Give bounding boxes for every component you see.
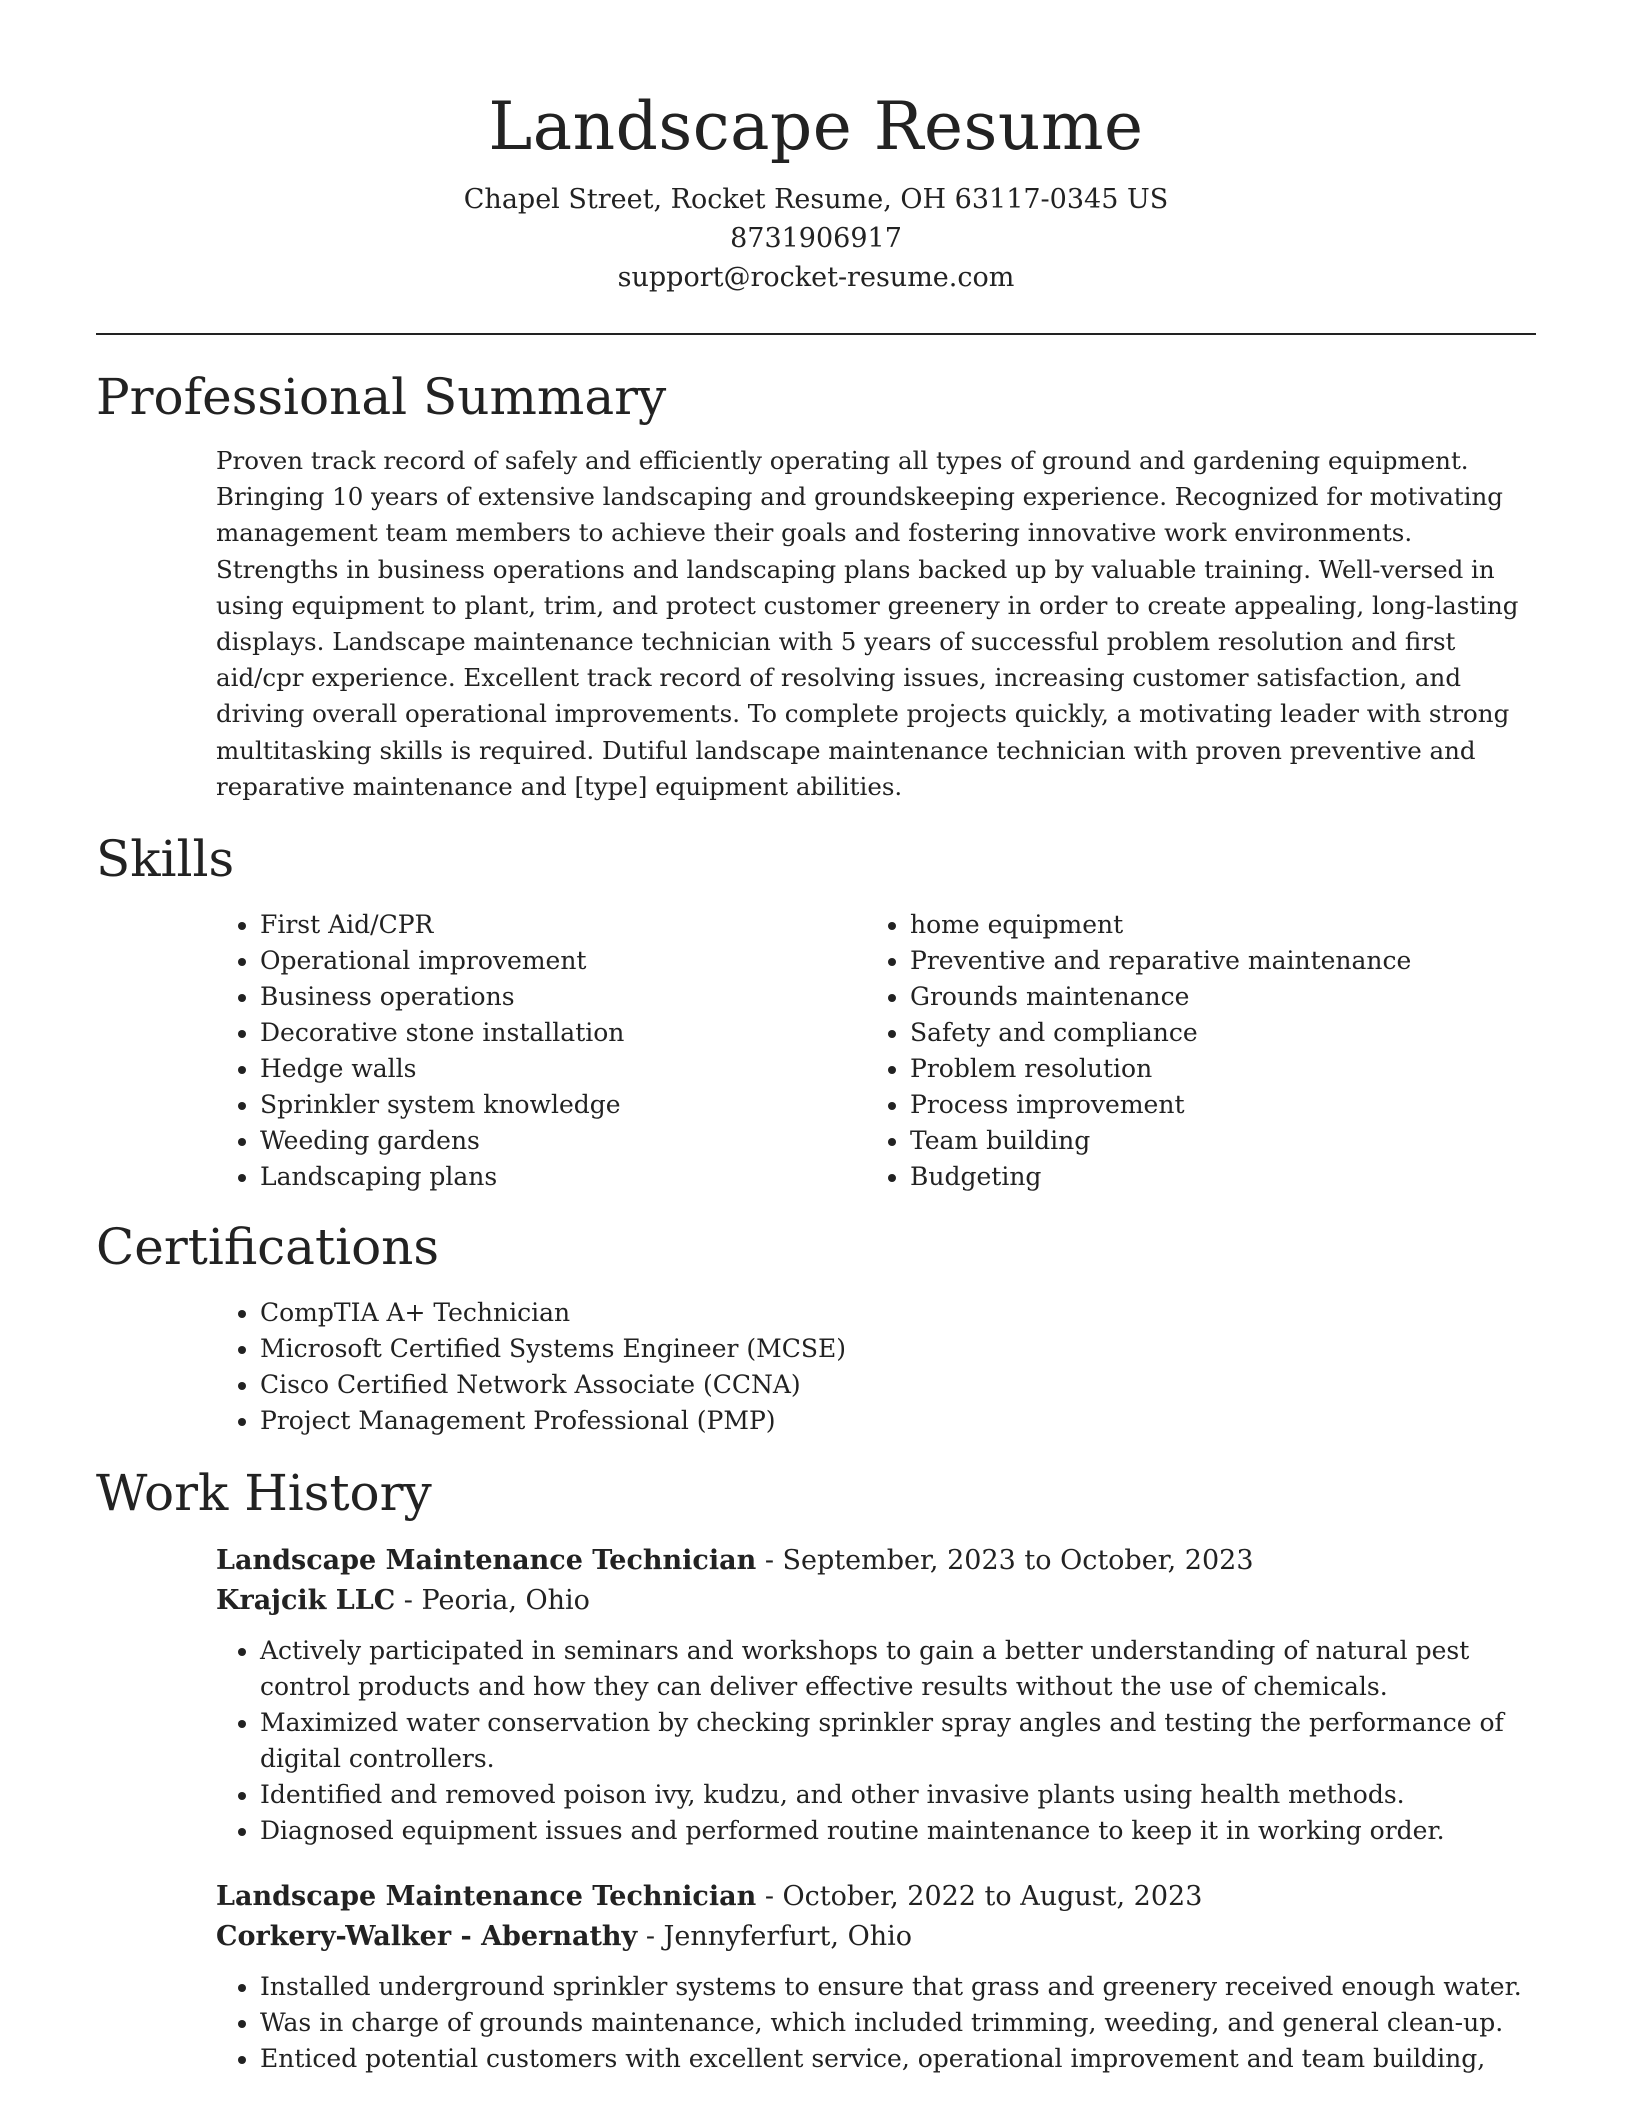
summary-text: Proven track record of safely and efficiently operating all types of ground and gardening equipment. Bringing 10 years of extensive landscaping and groundskeeping experience. Recognized for motivating management team members to achieve their goals and fostering innovative work environments. Strengths in business operations and landscaping plans backed up by valuable training. Well-versed in using equipment to plant, trim, and protect customer greenery in order to create appealing, long-lasting displays. Landscape maintenance technician with 5 years of successful problem resolution and first aid/cpr experience. Excellent track record of resolving issues, increasing customer satisfaction, and driving overall operational improvements. To complete projects quickly, a motivating leader with strong multitasking skills is required. Dutiful landscape maintenance technician with proven preventive and reparative maintenance and [type] equipment abilities. <box>216 446 1519 801</box>
contact-email: support@rocket-resume.com <box>617 262 1015 293</box>
job-company-line <box>216 1917 1536 1957</box>
skill-item: • Team building <box>910 1123 1510 1159</box>
skill-item: • Budgeting <box>910 1159 1510 1195</box>
certification-item: • CompTIA A+ Technician <box>260 1295 1536 1331</box>
skill-item: • Process improvement <box>910 1087 1510 1123</box>
job-entry <box>216 1877 1536 2077</box>
certification-item: • Project Management Professional (PMP) <box>260 1403 1536 1439</box>
resume-header <box>96 0 1536 297</box>
skill-item: • Sprinkler system knowledge <box>260 1087 866 1123</box>
skills-columns <box>216 907 1536 1195</box>
contact-address: Chapel Street, Rocket Resume, OH 63117-0345 US <box>463 184 1169 215</box>
skill-item: • First Aid/CPR <box>260 907 866 943</box>
job-separator: - <box>756 1545 783 1577</box>
job-entry <box>216 1541 1536 1849</box>
job-separator: - <box>756 1881 783 1913</box>
contact-info <box>96 180 1536 297</box>
resume-page <box>96 0 1536 2077</box>
job-dates: September, 2023 to October, 2023 <box>782 1545 1254 1577</box>
job-location: Jennyferfurt, Ohio <box>663 1921 912 1953</box>
job-bullets <box>216 1633 1536 1849</box>
job-bullet: • Diagnosed equipment issues and performed routine maintenance to keep it in working order. <box>260 1813 1536 1849</box>
skill-item: • Preventive and reparative maintenance <box>910 943 1510 979</box>
skill-item: • Landscaping plans <box>260 1159 866 1195</box>
skill-item: • Hedge walls <box>260 1051 866 1087</box>
job-separator: - <box>637 1921 664 1953</box>
contact-phone: 8731906917 <box>730 223 902 254</box>
job-bullet: • Was in charge of grounds maintenance, which included trimming, weeding, and general clean-up. <box>260 2005 1536 2041</box>
job-company: Krajcik LLC <box>216 1585 396 1617</box>
skills-section <box>96 827 1536 1195</box>
skill-item: • Decorative stone installation <box>260 1015 866 1051</box>
job-location: Peoria, Ohio <box>421 1585 590 1617</box>
job-bullet: • Actively participated in seminars and workshops to gain a better understanding of natural pest control products and how they can deliver effective results without the use of chemicals. <box>260 1633 1536 1705</box>
job-bullet: • Maximized water conservation by checking sprinkler spray angles and testing the performance of digital controllers. <box>260 1705 1536 1777</box>
job-bullet: • Identified and removed poison ivy, kudzu, and other invasive plants using health methods. <box>260 1777 1536 1813</box>
certifications-heading: Certifications <box>96 1218 440 1277</box>
resume-name: Landscape Resume <box>488 88 1144 165</box>
work-history-heading: Work History <box>96 1464 432 1523</box>
skills-column-1 <box>216 907 866 1195</box>
job-separator: - <box>395 1585 422 1617</box>
job-bullet: • Installed underground sprinkler systems to ensure that grass and greenery received enough water. <box>260 1969 1536 2005</box>
skill-item: • home equipment <box>910 907 1510 943</box>
certification-item: • Microsoft Certified Systems Engineer (MCSE) <box>260 1331 1536 1367</box>
header-divider <box>96 333 1536 335</box>
skill-item: • Grounds maintenance <box>910 979 1510 1015</box>
job-title-line <box>216 1541 1536 1581</box>
skill-item: • Business operations <box>260 979 866 1015</box>
skill-item: • Operational improvement <box>260 943 866 979</box>
skill-item: • Safety and compliance <box>910 1015 1510 1051</box>
skill-item: • Weeding gardens <box>260 1123 866 1159</box>
skills-heading: Skills <box>96 830 235 889</box>
job-bullets <box>216 1969 1536 2077</box>
summary-heading: Professional Summary <box>96 368 667 426</box>
job-dates: October, 2022 to August, 2023 <box>782 1881 1203 1913</box>
job-company-line <box>216 1581 1536 1621</box>
skills-column-2 <box>866 907 1510 1195</box>
job-company: Corkery-Walker - Abernathy <box>216 1921 638 1953</box>
certifications-section <box>96 1215 1536 1439</box>
job-bullet: • Enticed potential customers with excellent service, operational improvement and team building, <box>260 2041 1536 2077</box>
job-title: Landscape Maintenance Technician <box>216 1881 757 1913</box>
certification-item: • Cisco Certified Network Associate (CCNA) <box>260 1367 1536 1403</box>
skill-item: • Problem resolution <box>910 1051 1510 1087</box>
job-title-line <box>216 1877 1536 1917</box>
job-title: Landscape Maintenance Technician <box>216 1545 757 1577</box>
certifications-list <box>216 1295 1536 1439</box>
work-history-section <box>96 1461 1536 2077</box>
summary-section <box>96 365 1536 805</box>
